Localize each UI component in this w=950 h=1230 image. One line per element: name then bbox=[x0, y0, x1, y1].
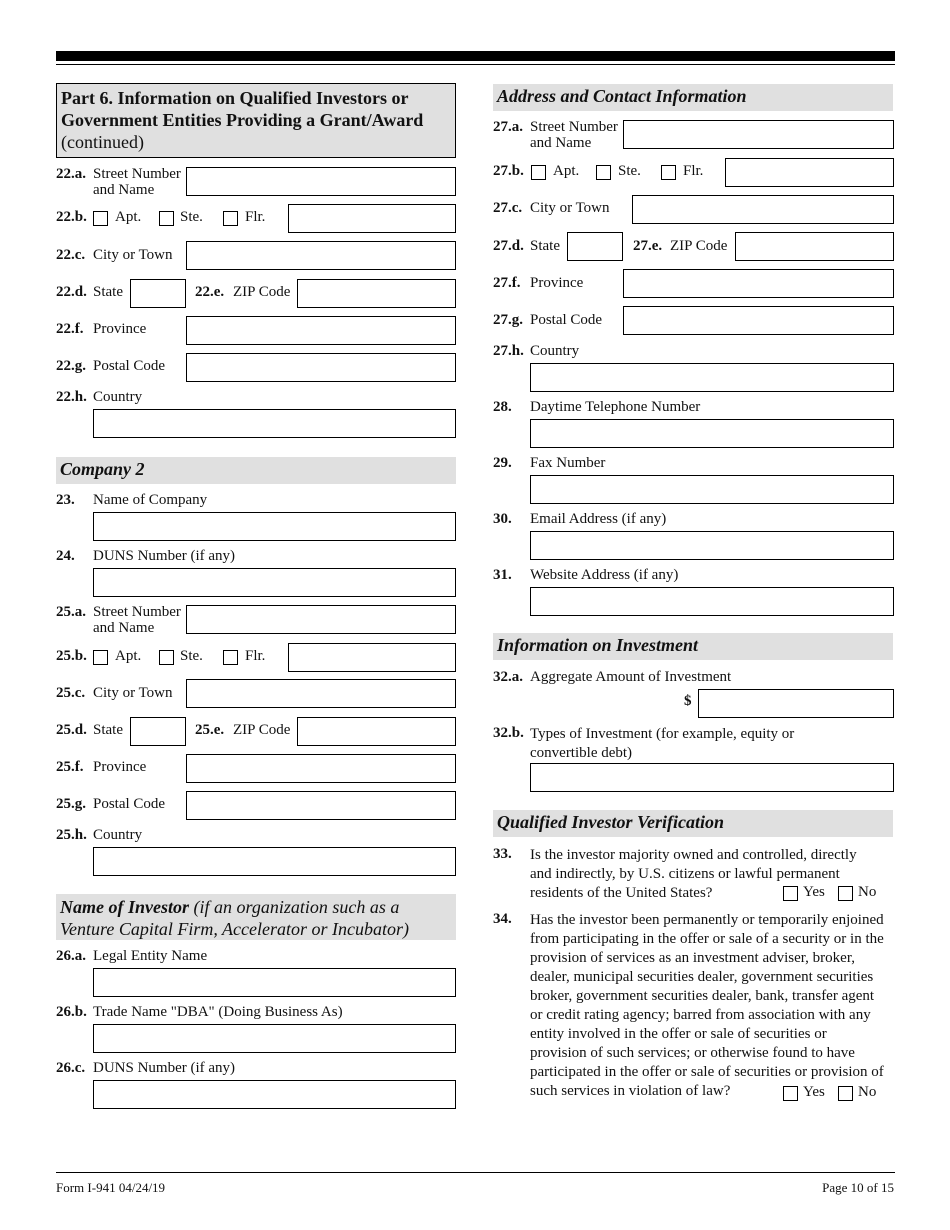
part-6-continued: (continued) bbox=[61, 132, 144, 152]
q34-line: or credit rating agency; barred from association with any bbox=[530, 1007, 871, 1023]
top-rule-thin bbox=[56, 64, 895, 65]
q25a-label bbox=[93, 604, 181, 636]
q27f-label: Province bbox=[530, 275, 584, 291]
q34-line: entity involved in the offer or sale of securities or bbox=[530, 1026, 827, 1042]
q26b-number: 26.b. bbox=[56, 1004, 87, 1020]
q27h-label: Country bbox=[530, 343, 580, 359]
q27b-apt-label: Apt. bbox=[553, 163, 580, 179]
q25h-label: Country bbox=[93, 827, 143, 843]
q25f-province-input[interactable] bbox=[186, 754, 456, 783]
q34-line: such services in violation of law? bbox=[530, 1083, 731, 1099]
q24-number: 24. bbox=[56, 548, 75, 564]
q22d-number: 22.d. bbox=[56, 284, 87, 300]
q32b-number: 32.b. bbox=[493, 725, 524, 741]
q28-number: 28. bbox=[493, 399, 512, 415]
investor-header-rest1: (if an organization such as a bbox=[189, 897, 400, 917]
q22a-label-line1: Street Number bbox=[93, 166, 181, 182]
q34-line: broker, government securities dealer, bank, transfer agent bbox=[530, 988, 875, 1004]
q26b-label: Trade Name "DBA" (Doing Business As) bbox=[93, 1004, 343, 1020]
q25e-zip-input[interactable] bbox=[297, 717, 456, 746]
q25a-street-input[interactable] bbox=[186, 605, 456, 634]
q25d-state-input[interactable] bbox=[130, 717, 186, 746]
q27a-street-input[interactable] bbox=[623, 120, 894, 149]
q29-label: Fax Number bbox=[530, 455, 606, 471]
q32b-label-line2: convertible debt) bbox=[530, 745, 633, 761]
q33-number: 33. bbox=[493, 846, 512, 862]
q30-email-input[interactable] bbox=[530, 531, 894, 560]
q25b-ste-label: Ste. bbox=[180, 648, 203, 664]
q27g-postal-input[interactable] bbox=[623, 306, 894, 335]
q27e-label: ZIP Code bbox=[670, 238, 728, 254]
q25g-number: 25.g. bbox=[56, 796, 86, 812]
q22e-number: 22.e. bbox=[195, 284, 225, 300]
q23-label: Name of Company bbox=[93, 492, 208, 508]
q34-no-label: No bbox=[858, 1084, 877, 1100]
q32a-label: Aggregate Amount of Investment bbox=[530, 669, 732, 685]
q22d-label: State bbox=[93, 284, 123, 300]
q25d-number: 25.d. bbox=[56, 722, 87, 738]
q27b-apt-checkbox[interactable] bbox=[531, 165, 546, 180]
q27c-city-input[interactable] bbox=[632, 195, 894, 224]
q25h-country-input[interactable] bbox=[93, 847, 456, 876]
q22f-number: 22.f. bbox=[56, 321, 84, 337]
q27b-number: 27.b. bbox=[493, 163, 524, 179]
q22g-number: 22.g. bbox=[56, 358, 86, 374]
q27b-ste-label: Ste. bbox=[618, 163, 641, 179]
q27f-province-input[interactable] bbox=[623, 269, 894, 298]
q27e-zip-input[interactable] bbox=[735, 232, 894, 261]
q27a-number: 27.a. bbox=[493, 119, 523, 135]
investor-header-rest2: Venture Capital Firm, Accelerator or Incubator) bbox=[60, 919, 409, 939]
q26a-label: Legal Entity Name bbox=[93, 948, 208, 964]
q33-yes-checkbox[interactable] bbox=[783, 886, 798, 901]
q27a-label-line1: Street Number bbox=[530, 119, 618, 135]
q28-label: Daytime Telephone Number bbox=[530, 399, 701, 415]
investor-header-bold: Name of Investor bbox=[60, 897, 189, 917]
q26c-duns-input[interactable] bbox=[93, 1080, 456, 1109]
q27g-label: Postal Code bbox=[530, 312, 603, 328]
q22f-province-input[interactable] bbox=[186, 316, 456, 345]
q22d-state-input[interactable] bbox=[130, 279, 186, 308]
q22b-ste-checkbox[interactable] bbox=[159, 211, 174, 226]
q31-number: 31. bbox=[493, 567, 512, 583]
q27b-unit-input[interactable] bbox=[725, 158, 894, 187]
investment-header: Information on Investment bbox=[493, 633, 893, 660]
q33-no-label: No bbox=[858, 884, 877, 900]
q34-line: provision of services as an investment adviser, broker, bbox=[530, 950, 855, 966]
company-2-header: Company 2 bbox=[56, 457, 456, 484]
q22h-country-input[interactable] bbox=[93, 409, 456, 438]
q22e-zip-input[interactable] bbox=[297, 279, 456, 308]
q28-phone-input[interactable] bbox=[530, 419, 894, 448]
verification-header: Qualified Investor Verification bbox=[493, 810, 893, 837]
q25b-apt-checkbox[interactable] bbox=[93, 650, 108, 665]
address-contact-header: Address and Contact Information bbox=[493, 84, 893, 111]
footer-rule bbox=[56, 1172, 895, 1173]
q27g-number: 27.g. bbox=[493, 312, 523, 328]
q30-label: Email Address (if any) bbox=[530, 511, 667, 527]
q33-line: and indirectly, by U.S. citizens or lawful permanent bbox=[530, 866, 840, 882]
q32b-types-input[interactable] bbox=[530, 763, 894, 792]
q33-no-checkbox[interactable] bbox=[838, 886, 853, 901]
q25b-ste-checkbox[interactable] bbox=[159, 650, 174, 665]
q22b-unit-input[interactable] bbox=[288, 204, 456, 233]
part-6-title: Part 6. Information on Qualified Investors or Government Entities Providing a Grant/Award bbox=[61, 88, 424, 130]
q27c-label: City or Town bbox=[530, 200, 610, 216]
q34-line: Has the investor been permanently or temporarily enjoined bbox=[530, 912, 884, 928]
q33-yes-label: Yes bbox=[803, 884, 825, 900]
q34-no-checkbox[interactable] bbox=[838, 1086, 853, 1101]
part-6-header bbox=[56, 83, 456, 158]
q27d-number: 27.d. bbox=[493, 238, 524, 254]
q33-line: residents of the United States? bbox=[530, 885, 713, 901]
q22b-apt-label: Apt. bbox=[115, 209, 142, 225]
q22b-ste-label: Ste. bbox=[180, 209, 203, 225]
q25c-label: City or Town bbox=[93, 685, 173, 701]
q22g-postal-input[interactable] bbox=[186, 353, 456, 382]
q32a-amount-input[interactable] bbox=[698, 689, 894, 718]
q25d-label: State bbox=[93, 722, 123, 738]
q33-question bbox=[530, 846, 890, 903]
q25b-number: 25.b. bbox=[56, 648, 87, 664]
q27f-number: 27.f. bbox=[493, 275, 521, 291]
q34-line: dealer, municipal securities dealer, government securities bbox=[530, 969, 874, 985]
q24-label: DUNS Number (if any) bbox=[93, 548, 236, 564]
q22a-label-line2: and Name bbox=[93, 182, 155, 198]
q34-line: from participating in the offer or sale of a security or in the bbox=[530, 931, 884, 947]
q34-line: provision of such services; or otherwise found to have bbox=[530, 1045, 855, 1061]
q27h-country-input[interactable] bbox=[530, 363, 894, 392]
q27e-number: 27.e. bbox=[633, 238, 663, 254]
q27a-label-line2: and Name bbox=[530, 135, 592, 151]
q25e-label: ZIP Code bbox=[233, 722, 291, 738]
q27b-ste-checkbox[interactable] bbox=[596, 165, 611, 180]
q32b-label bbox=[530, 725, 794, 763]
q25g-label: Postal Code bbox=[93, 796, 166, 812]
q27a-label bbox=[530, 119, 618, 151]
q25b-flr-label: Flr. bbox=[245, 648, 266, 664]
q25e-number: 25.e. bbox=[195, 722, 225, 738]
q34-line: participated in the offer or sale of securities or provision of bbox=[530, 1064, 884, 1080]
q25c-city-input[interactable] bbox=[186, 679, 456, 708]
q26a-legal-name-input[interactable] bbox=[93, 968, 456, 997]
q34-number: 34. bbox=[493, 911, 512, 927]
footer-form-id: Form I-941 04/24/19 bbox=[56, 1180, 166, 1195]
q34-yes-checkbox[interactable] bbox=[783, 1086, 798, 1101]
q27h-number: 27.h. bbox=[493, 343, 524, 359]
q22b-number: 22.b. bbox=[56, 209, 87, 225]
q29-fax-input[interactable] bbox=[530, 475, 894, 504]
q22e-label: ZIP Code bbox=[233, 284, 291, 300]
q25b-apt-label: Apt. bbox=[115, 648, 142, 664]
q22c-city-input[interactable] bbox=[186, 241, 456, 270]
q25f-number: 25.f. bbox=[56, 759, 84, 775]
q22b-apt-checkbox[interactable] bbox=[93, 211, 108, 226]
q29-number: 29. bbox=[493, 455, 512, 471]
q22a-number: 22.a. bbox=[56, 166, 86, 182]
q33-line: Is the investor majority owned and controlled, directly bbox=[530, 847, 857, 863]
q26b-dba-input[interactable] bbox=[93, 1024, 456, 1053]
q34-yes-label: Yes bbox=[803, 1084, 825, 1100]
q27b-flr-checkbox[interactable] bbox=[661, 165, 676, 180]
q26c-label: DUNS Number (if any) bbox=[93, 1060, 236, 1076]
q22c-number: 22.c. bbox=[56, 247, 86, 263]
investor-header bbox=[56, 894, 456, 940]
q27c-number: 27.c. bbox=[493, 200, 523, 216]
q25g-postal-input[interactable] bbox=[186, 791, 456, 820]
q24-duns-input[interactable] bbox=[93, 568, 456, 597]
q31-website-input[interactable] bbox=[530, 587, 894, 616]
q26c-number: 26.c. bbox=[56, 1060, 86, 1076]
q31-label: Website Address (if any) bbox=[530, 567, 679, 583]
q22f-label: Province bbox=[93, 321, 147, 337]
q25a-label-line2: and Name bbox=[93, 620, 155, 636]
q25b-flr-checkbox[interactable] bbox=[223, 650, 238, 665]
q30-number: 30. bbox=[493, 511, 512, 527]
q22c-label: City or Town bbox=[93, 247, 173, 263]
q23-company-name-input[interactable] bbox=[93, 512, 456, 541]
q25h-number: 25.h. bbox=[56, 827, 87, 843]
q26a-number: 26.a. bbox=[56, 948, 86, 964]
q22b-flr-label: Flr. bbox=[245, 209, 266, 225]
q22g-label: Postal Code bbox=[93, 358, 166, 374]
q27d-label: State bbox=[530, 238, 560, 254]
q32a-number: 32.a. bbox=[493, 669, 523, 685]
q22h-number: 22.h. bbox=[56, 389, 87, 405]
q22h-label: Country bbox=[93, 389, 143, 405]
top-rule-thick bbox=[56, 51, 895, 61]
q25c-number: 25.c. bbox=[56, 685, 86, 701]
q32a-currency-symbol: $ bbox=[684, 693, 692, 709]
q25a-number: 25.a. bbox=[56, 604, 86, 620]
q22b-flr-checkbox[interactable] bbox=[223, 211, 238, 226]
q23-number: 23. bbox=[56, 492, 75, 508]
q25a-label-line1: Street Number bbox=[93, 604, 181, 620]
q22a-street-input[interactable] bbox=[186, 167, 456, 196]
q22a-label bbox=[93, 166, 181, 198]
q34-question bbox=[530, 911, 894, 1101]
q32b-label-line1: Types of Investment (for example, equity or bbox=[530, 726, 795, 742]
q25b-unit-input[interactable] bbox=[288, 643, 456, 672]
footer-page-number: Page 10 of 15 bbox=[822, 1180, 894, 1195]
q27d-state-input[interactable] bbox=[567, 232, 623, 261]
q25f-label: Province bbox=[93, 759, 147, 775]
q27b-flr-label: Flr. bbox=[683, 163, 704, 179]
